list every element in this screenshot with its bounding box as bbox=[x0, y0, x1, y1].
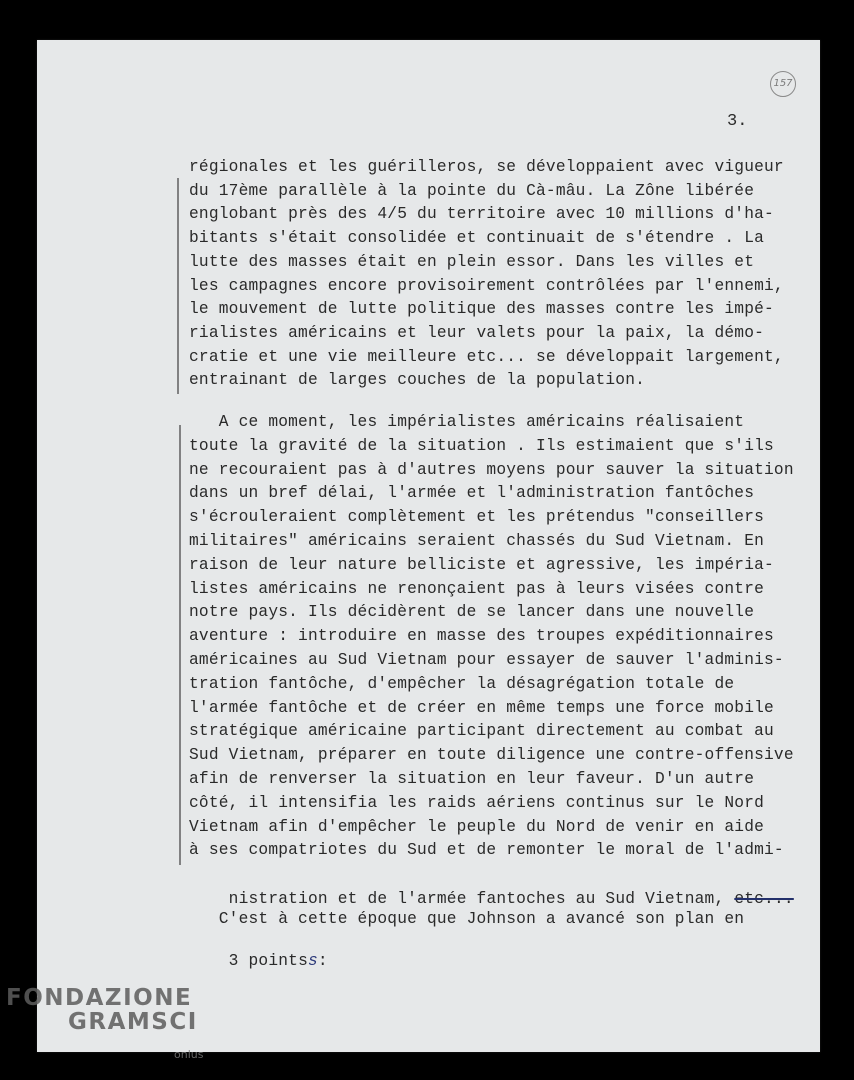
text-line: militaires" américains seraient chassés du Sud Vietnam. En bbox=[189, 532, 765, 550]
paragraph-3-line-1: C'est à cette époque que Johnson a avancé son plan en bbox=[189, 910, 745, 928]
last-line-text: nistration et de l'armée fantoches au Sud Vietnam, bbox=[228, 890, 725, 908]
text-line: listes américains ne renonçaient pas à leurs visées contre bbox=[189, 579, 765, 598]
watermark-onlus: onlus bbox=[174, 1048, 204, 1061]
text-line: afin de renverser la situation en leur faveur. D'un autre bbox=[189, 770, 755, 788]
page-number: 3. bbox=[727, 112, 748, 131]
text-line: englobant près des 4/5 du territoire avec 10 millions d'ha- bbox=[189, 205, 774, 224]
text-line: bitants s'était consolidée et continuait de s'étendre . La bbox=[189, 229, 765, 248]
text-line: l'armée fantôche et de créer en même temps une force mobile bbox=[189, 698, 774, 717]
text-line: américaines au Sud Vietnam pour essayer de sauver l'adminis- bbox=[189, 651, 784, 669]
text-line: tration fantôche, d'empêcher la désagrégation totale de bbox=[189, 674, 735, 693]
text-line: aventure : introduire en masse des troupes expéditionnaires bbox=[189, 627, 774, 646]
text-line: ne recouraient pas à d'autres moyens pour sauver la situation bbox=[189, 460, 794, 479]
text-line: lutte des masses était en plein essor. Dans les villes et bbox=[189, 252, 755, 271]
text-line: à ses compatriotes du Sud et de remonter le moral de l'admi- bbox=[189, 841, 784, 860]
text-line: toute la gravité de la situation . Ils estimaient que s'ils bbox=[189, 436, 774, 455]
fondazione-gramsci-watermark bbox=[6, 985, 204, 1061]
points-text: 3 points bbox=[228, 952, 308, 970]
text-line: du 17ème parallèle à la pointe du Cà-mâu. La Zône libérée bbox=[189, 181, 755, 200]
text-line: régionales et les guérilleros, se développaient avec vigueur bbox=[189, 158, 784, 176]
paragraph-3-line-2 bbox=[189, 934, 328, 988]
margin-bracket-1 bbox=[177, 178, 179, 394]
text-line: dans un bref délai, l'armée et l'administration fantôches bbox=[189, 484, 755, 503]
handwritten-s: s bbox=[308, 952, 318, 970]
text-line: le mouvement de lutte politique des masses contre les impé- bbox=[189, 300, 774, 319]
watermark-line-1: FONDAZIONE bbox=[6, 985, 193, 1011]
text-line: Vietnam afin d'empêcher le peuple du Nord de venir en aide bbox=[189, 817, 765, 836]
margin-bracket-2 bbox=[179, 425, 181, 865]
text-line: notre pays. Ils décidèrent de se lancer dans une nouvelle bbox=[189, 603, 755, 622]
document-page bbox=[37, 40, 820, 1052]
text-line: s'écrouleraient complètement et les prétendus "conseillers bbox=[189, 508, 765, 527]
text-line: Sud Vietnam, préparer en toute diligence une contre-offensive bbox=[189, 746, 794, 765]
text-line: raison de leur nature belliciste et agressive, les impéria- bbox=[189, 555, 774, 574]
text-line: côté, il intensifia les raids aériens continus sur le Nord bbox=[189, 793, 765, 812]
text-line: A ce moment, les impérialistes américains réalisaient bbox=[189, 413, 745, 431]
text-line: entrainant de larges couches de la population. bbox=[189, 371, 646, 390]
watermark-line-2: GRAMSCI bbox=[68, 1009, 198, 1035]
text-line: rialistes américains et leur valets pour la paix, la démo- bbox=[189, 323, 765, 342]
colon: : bbox=[317, 952, 328, 970]
archive-stamp: 157 bbox=[770, 71, 796, 97]
text-line: stratégique américaine participant directement au combat au bbox=[189, 722, 774, 741]
text-line: les campagnes encore provisoirement contrôlées par l'ennemi, bbox=[189, 276, 784, 295]
text-line: cratie et une vie meilleure etc... se développait largement, bbox=[189, 347, 784, 366]
struck-etc: etc... bbox=[734, 890, 794, 908]
